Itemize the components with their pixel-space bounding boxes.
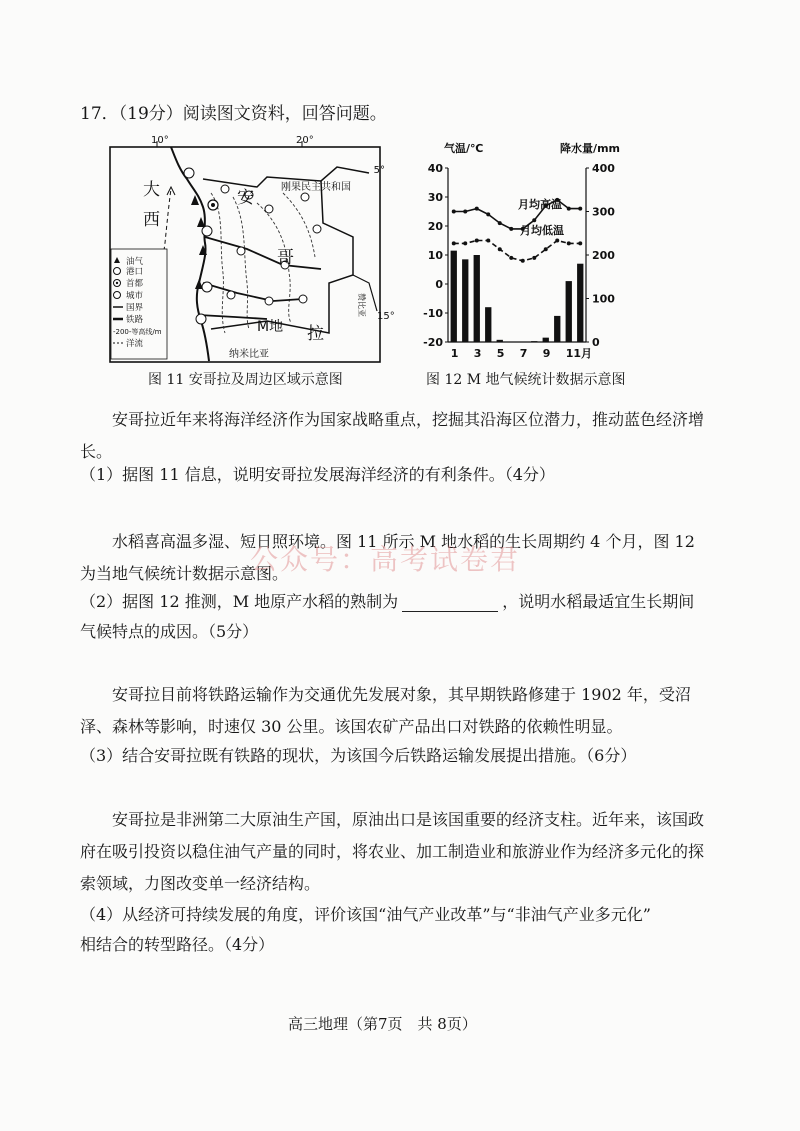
precip-bar — [531, 341, 537, 342]
lon-label-20: 20° — [296, 135, 314, 146]
legend-oil: 油气 — [126, 257, 144, 267]
question-2 — [80, 589, 710, 612]
country-label-ge: 哥 — [277, 248, 294, 268]
precip-bar — [462, 259, 468, 342]
lat-label-15: 15° — [377, 311, 395, 322]
question-4-line-1: （4）从经济可持续发展的角度，评价该国“油气产业改革”与“非油气产业多元化” — [80, 905, 651, 924]
legend-current: 洋流 — [126, 339, 144, 349]
x-tick-label: 11月 — [565, 347, 593, 360]
watermark: 公众号：高考试卷君 — [250, 543, 521, 576]
country-label-la: 拉 — [307, 324, 324, 344]
namibia-label: 纳米比亚 — [229, 349, 269, 360]
temp-low-point — [498, 247, 502, 251]
temp-low-point — [532, 256, 536, 260]
temp-low-point — [555, 239, 559, 243]
y-left-tick-label: -20 — [423, 336, 443, 349]
y-left-tick-label: 10 — [427, 249, 443, 262]
paragraph-4: 安哥拉是非洲第二大原油生产国，原油出口是该国重要的经济支柱。近年来，该国政府在吸引投资以稳住油气产量的同时，将农业、加工制造业和旅游业作为经济多元化的探索领域，力图改变单一经济结构。 — [80, 810, 705, 893]
question-2-part-a: （2）据图 12 推测，M 地原产水稻的熟制为 — [80, 592, 399, 611]
question-4-line-2: 相结合的转型路径。（4分） — [80, 935, 275, 954]
precip-bar — [474, 255, 480, 342]
question-1: （1）据图 11 信息，说明安哥拉发展海洋经济的有利条件。（4分） — [80, 465, 555, 484]
current-arrow — [167, 187, 175, 195]
temp-low-line — [454, 241, 581, 261]
y-right-tick-label: 100 — [592, 292, 615, 306]
temp-low-point — [463, 241, 467, 245]
temp-low-point — [578, 241, 582, 245]
temp-high-point — [486, 212, 490, 216]
paragraph-3: 安哥拉目前将铁路运输作为交通优先发展对象，其早期铁路修建于 1902 年，受沼泽、森林等影响，时速仅 30 公里。该国农矿产品出口对铁路的依赖性明显。 — [80, 685, 691, 736]
country-label-an: 安 — [237, 188, 254, 208]
legend-city: 城市 — [126, 291, 144, 301]
temp-high-point — [567, 207, 571, 211]
figure11-caption: 图 11 安哥拉及周边区域示意图 — [148, 372, 343, 388]
page-footer: 高三地理（第7页 共 8页） — [288, 1015, 477, 1033]
x-tick-label: 7 — [519, 347, 528, 360]
y-left-tick-label: 20 — [427, 220, 443, 233]
precip-bar — [497, 340, 503, 342]
contour-lines — [211, 193, 315, 333]
temp-low-point — [452, 241, 456, 245]
x-tick-label: 9 — [542, 347, 551, 360]
y-right-tick-label: 200 — [592, 249, 615, 262]
y-left-tick-label: 30 — [427, 191, 443, 204]
temp-high-point — [498, 221, 502, 225]
series-label-high: 月均高温 — [518, 198, 562, 211]
lat-label-5: 5° — [373, 165, 385, 176]
precip-bar — [554, 316, 560, 342]
precip-bar — [566, 281, 572, 342]
angola-map — [107, 133, 395, 363]
temp-high-point — [532, 218, 536, 222]
x-tick-label: 1 — [450, 347, 459, 360]
precip-bar — [451, 251, 457, 342]
chart-ylabel-left: 气温/℃ — [444, 142, 484, 155]
temp-high-point — [475, 207, 479, 211]
y-right-tick-label: 0 — [592, 336, 600, 349]
paragraph-1: 安哥拉近年来将海洋经济作为国家战略重点，挖掘其沿海区位潜力，推动蓝色经济增长。 — [80, 410, 705, 461]
paragraph-2: 水稻喜高温多湿、短日照环境。图 11 所示 M 地水稻的生长周期约 4 个月，图 12 为当地气候统计数据示意图。 — [80, 532, 695, 583]
temp-high-point — [578, 207, 582, 211]
y-right-tick-label: 300 — [592, 205, 615, 219]
climate-chart — [412, 138, 638, 368]
map-legend — [111, 249, 167, 359]
temp-low-point — [544, 247, 548, 251]
temp-high-point — [452, 210, 456, 214]
y-left-tick-label: 0 — [435, 278, 443, 291]
question-title: 17．（19分）阅读图文资料，回答问题。 — [80, 104, 387, 124]
chart-ylabel-right: 降水量/mm — [560, 142, 620, 155]
temp-low-point — [567, 241, 571, 245]
temp-low-point — [509, 256, 513, 260]
temp-low-point — [486, 239, 490, 243]
legend-capital: 首都 — [126, 279, 144, 289]
temp-low-point — [521, 259, 525, 263]
question-2-line-2: 气候特点的成因。（5分） — [80, 622, 259, 641]
temp-high-point — [509, 227, 513, 231]
y-left-tick-label: -10 — [423, 307, 443, 320]
x-tick-label: 5 — [496, 347, 505, 360]
precip-bar — [577, 264, 583, 342]
figure12-caption: 图 12 M 地气候统计数据示意图 — [426, 372, 626, 388]
series-label-low: 月均低温 — [520, 224, 564, 237]
railways — [199, 237, 321, 319]
legend-border: 国界 — [126, 303, 144, 313]
legend-contour: -200-等高线/m — [113, 328, 162, 336]
temp-low-point — [475, 239, 479, 243]
legend-railway: 铁路 — [126, 315, 144, 325]
legend-port: 港口 — [126, 267, 144, 277]
y-left-tick-label: 40 — [427, 162, 443, 175]
lon-label-10: 10° — [151, 135, 169, 146]
drc-label: 刚果民主共和国 — [281, 182, 351, 193]
question-2-part-b: ，说明水稻最适宜生长期间 — [502, 592, 695, 611]
zambia-label: 赞比亚 — [357, 293, 366, 317]
x-tick-label: 3 — [473, 347, 482, 360]
temp-high-point — [463, 210, 467, 214]
ocean-label-da: 大 — [143, 180, 160, 200]
precip-bar — [485, 307, 491, 342]
answer-blank[interactable] — [402, 593, 498, 612]
m-location-label: M地 — [257, 319, 284, 335]
ocean-label-xi: 西 — [143, 210, 160, 230]
y-right-tick-label: 400 — [592, 162, 615, 175]
question-3: （3）结合安哥拉既有铁路的现状，为该国今后铁路运输发展提出措施。（6分） — [80, 746, 637, 765]
precip-bar — [543, 338, 549, 342]
